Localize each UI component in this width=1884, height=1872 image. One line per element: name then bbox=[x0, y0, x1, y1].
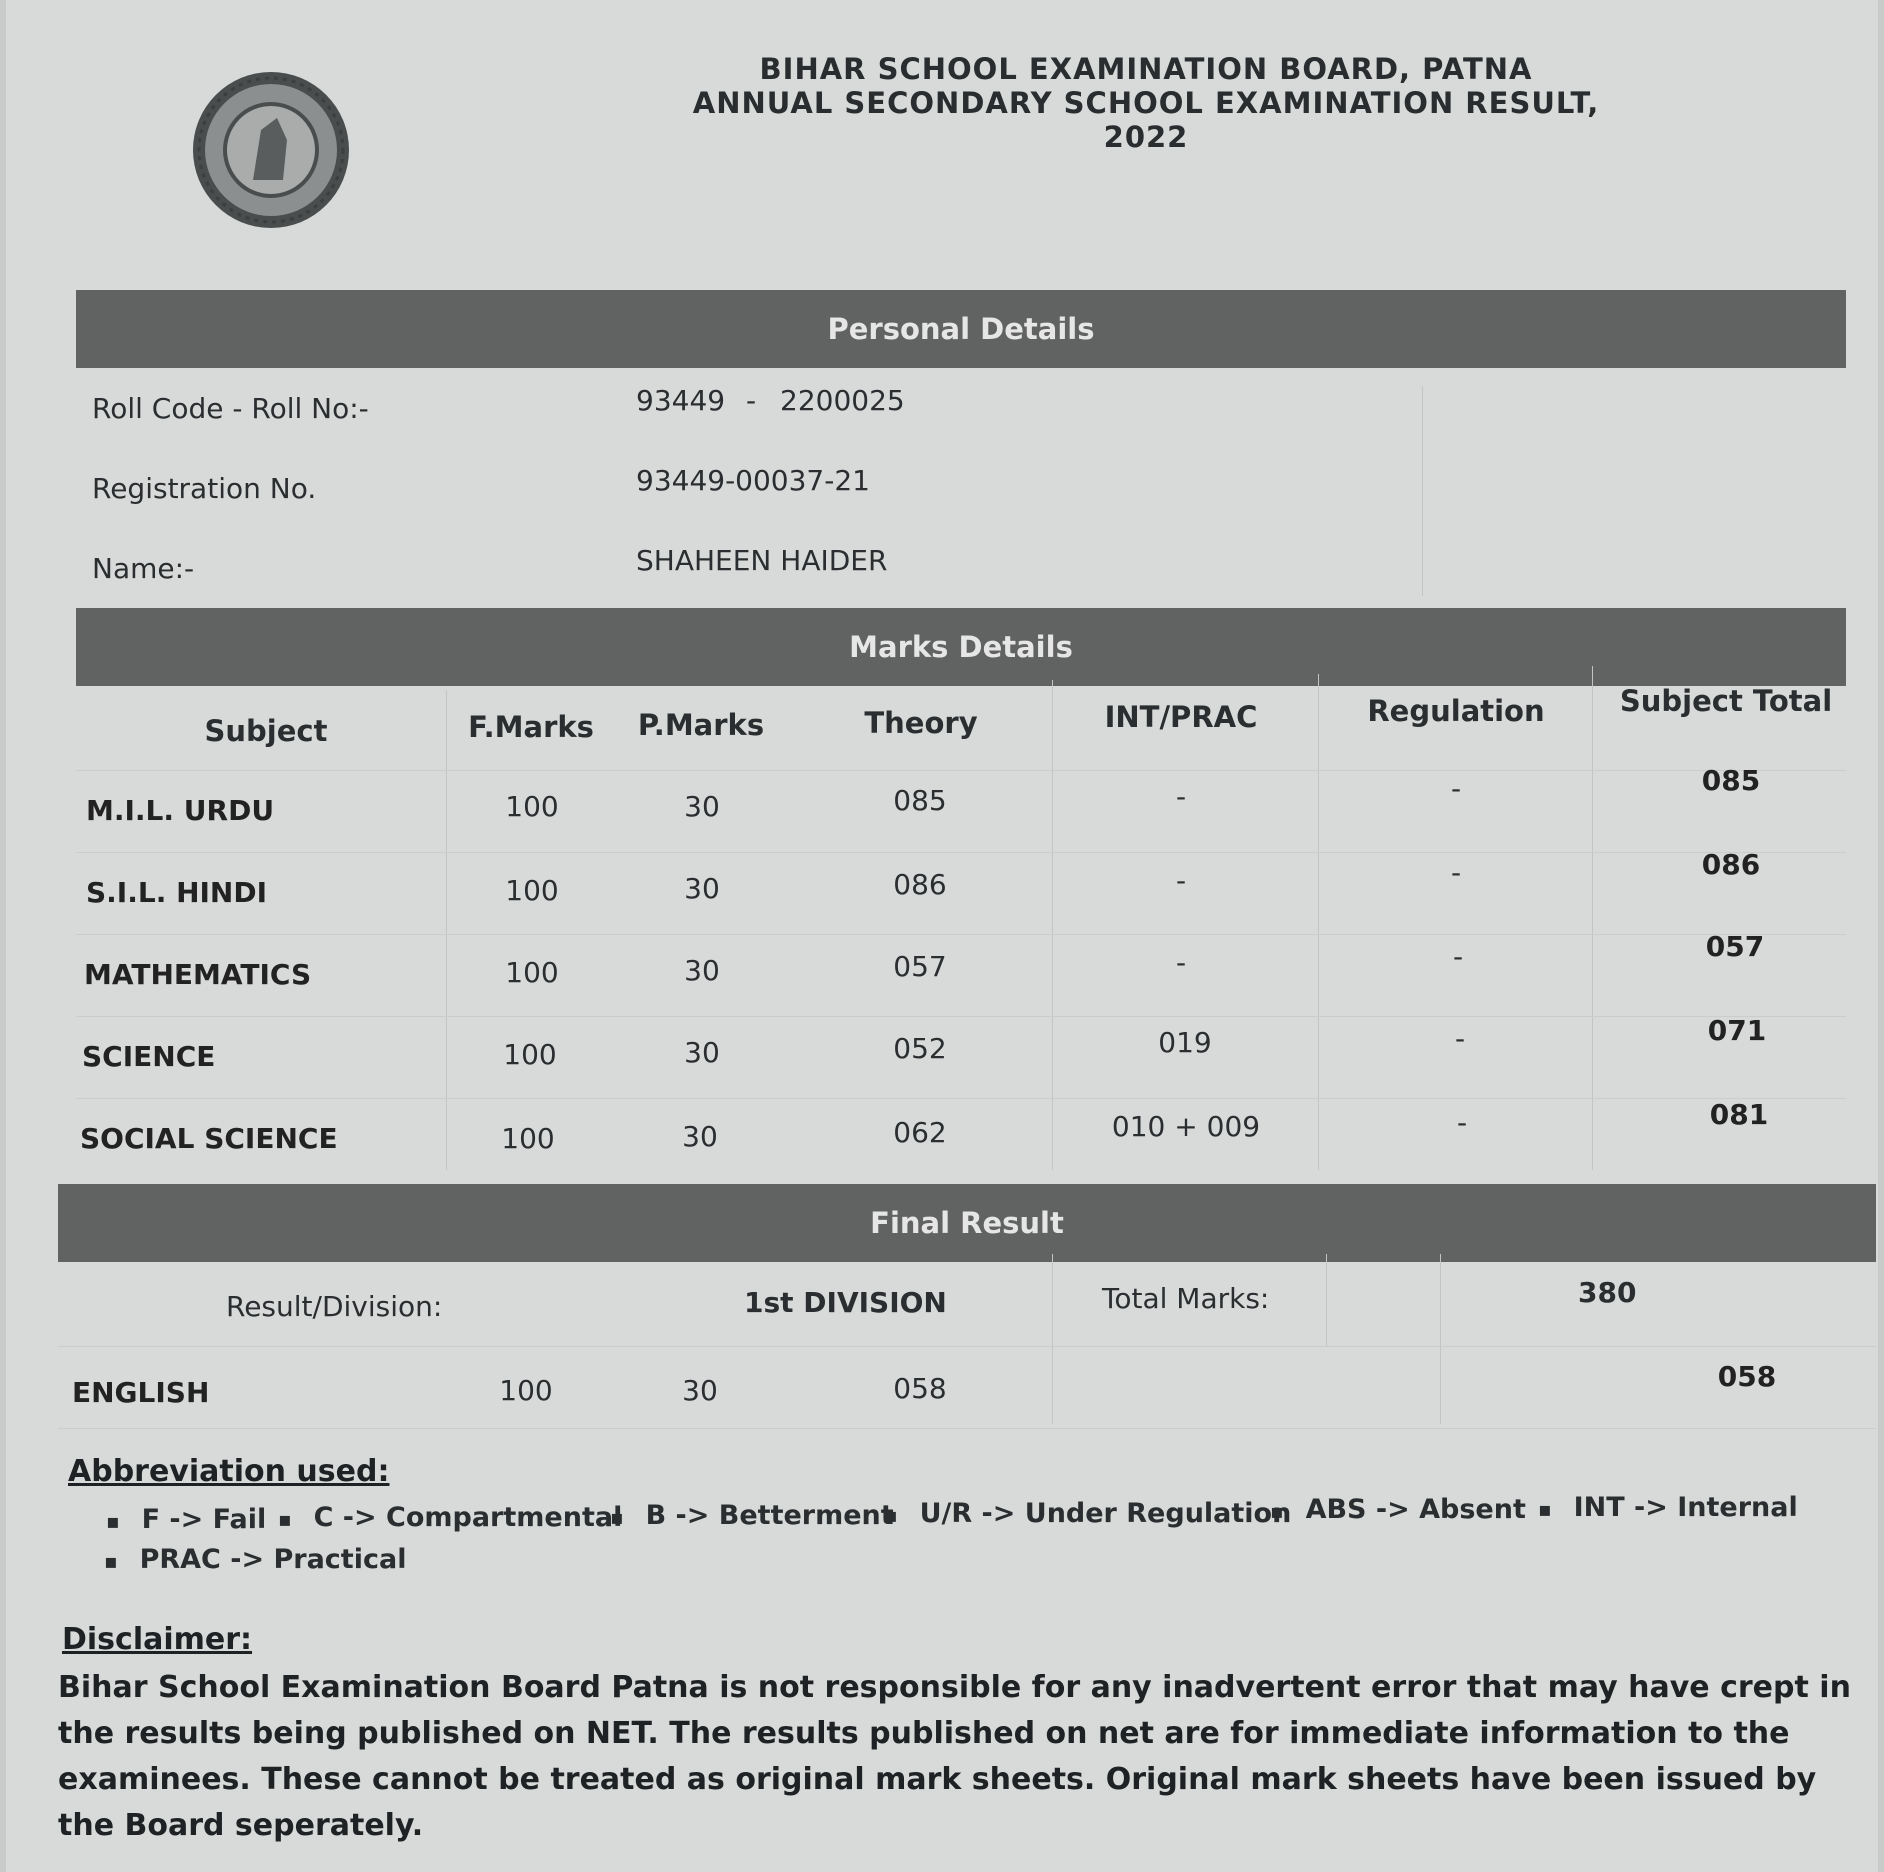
registration-value: 93449-00037-21 bbox=[636, 464, 870, 497]
subject-total: 057 bbox=[1705, 930, 1765, 963]
row-divider bbox=[76, 770, 1846, 771]
result-division-label: Result/Division: bbox=[226, 1290, 443, 1323]
total-marks-value: 380 bbox=[1578, 1276, 1637, 1309]
personal-details-band bbox=[76, 290, 1846, 368]
col-fmarks: F.Marks bbox=[468, 710, 594, 744]
regulation-value: - bbox=[1450, 772, 1462, 805]
int-prac-marks: - bbox=[1175, 780, 1187, 813]
theory-marks: 086 bbox=[893, 868, 947, 901]
row-divider bbox=[76, 1016, 1846, 1017]
col-subject-total: Subject Total bbox=[1619, 684, 1833, 718]
abbreviation-item: ▪ PRAC -> Practical bbox=[104, 1544, 406, 1575]
abbreviation-item: ▪ ABS -> Absent bbox=[1270, 1494, 1526, 1525]
abbreviation-item: ▪ F -> Fail bbox=[106, 1504, 266, 1535]
full-marks: 100 bbox=[505, 956, 559, 989]
abbreviation-item: ▪ B -> Betterment bbox=[610, 1500, 894, 1531]
roll-label: Roll Code - Roll No:- bbox=[92, 392, 369, 425]
board-name: BIHAR SCHOOL EXAMINATION BOARD, PATNA bbox=[759, 52, 1533, 86]
english-full-marks: 100 bbox=[499, 1374, 553, 1407]
full-marks: 100 bbox=[505, 874, 559, 907]
theory-marks: 057 bbox=[893, 950, 947, 983]
regulation-value: - bbox=[1450, 856, 1462, 889]
exam-title: ANNUAL SECONDARY SCHOOL EXAMINATION RESULT, 2022 bbox=[692, 86, 1600, 154]
col-divider bbox=[1052, 1254, 1053, 1424]
disclaimer-text: Bihar School Examination Board Patna is not responsible for any inadvertent error that may have crept in the results being published on NET. The results published on net are for immediate information to the examinees. These cannot be treated as original mark sheets. Original mark sheets have been issued by the Board seperately. bbox=[58, 1670, 1851, 1843]
subject-name: MATHEMATICS bbox=[84, 958, 312, 991]
abbreviation-item: ▪ U/R -> Under Regulation bbox=[884, 1498, 1291, 1529]
subject-total: 071 bbox=[1707, 1014, 1767, 1047]
row-divider bbox=[76, 934, 1846, 935]
subject-name: S.I.L. HINDI bbox=[86, 876, 268, 909]
subject-name: SOCIAL SCIENCE bbox=[80, 1122, 338, 1155]
int-prac-marks: 019 bbox=[1158, 1026, 1212, 1059]
regulation-value: - bbox=[1456, 1106, 1468, 1139]
col-divider bbox=[1326, 1254, 1327, 1346]
regulation-value: - bbox=[1452, 940, 1464, 973]
regulation-value: - bbox=[1454, 1022, 1466, 1055]
subject-name: SCIENCE bbox=[82, 1040, 216, 1073]
full-marks: 100 bbox=[505, 790, 559, 823]
subject-total: 085 bbox=[1701, 764, 1761, 797]
pass-marks: 30 bbox=[682, 1120, 718, 1153]
theory-marks: 085 bbox=[893, 784, 947, 817]
result-division-value: 1st DIVISION bbox=[744, 1286, 947, 1319]
subject-total: 086 bbox=[1701, 848, 1761, 881]
int-prac-marks: - bbox=[1175, 946, 1187, 979]
name-label: Name:- bbox=[92, 552, 195, 585]
row-divider bbox=[76, 1098, 1846, 1099]
col-divider bbox=[1052, 680, 1053, 1170]
int-prac-marks: 010 + 009 bbox=[1111, 1110, 1261, 1143]
registration-label: Registration No. bbox=[92, 472, 317, 505]
full-marks: 100 bbox=[501, 1122, 555, 1155]
english-subject-total: 058 bbox=[1717, 1360, 1777, 1393]
name-value: SHAHEEN HAIDER bbox=[636, 544, 888, 577]
row-divider bbox=[76, 852, 1846, 853]
col-theory: Theory bbox=[864, 706, 978, 740]
marks-details-band bbox=[76, 608, 1846, 686]
final-result-heading: Final Result bbox=[870, 1206, 1064, 1240]
result-sheet bbox=[6, 0, 1878, 1872]
pass-marks: 30 bbox=[684, 872, 720, 905]
col-int-prac: INT/PRAC bbox=[1104, 700, 1258, 734]
col-subject: Subject bbox=[204, 714, 328, 748]
theory-marks: 062 bbox=[893, 1116, 947, 1149]
col-pmarks: P.Marks bbox=[637, 708, 765, 742]
row-divider bbox=[58, 1346, 1876, 1347]
total-marks-label: Total Marks: bbox=[1102, 1282, 1270, 1315]
english-pass-marks: 30 bbox=[682, 1374, 718, 1407]
col-divider bbox=[1440, 1254, 1441, 1424]
col-divider bbox=[1318, 674, 1319, 1170]
divider bbox=[1422, 386, 1423, 596]
theory-marks: 052 bbox=[893, 1032, 947, 1065]
subject-total: 081 bbox=[1709, 1098, 1769, 1131]
subject-name: M.I.L. URDU bbox=[86, 794, 275, 827]
row-divider bbox=[58, 1428, 1876, 1429]
pass-marks: 30 bbox=[684, 954, 720, 987]
marks-details-heading: Marks Details bbox=[849, 630, 1073, 664]
roll-separator: - bbox=[746, 384, 757, 417]
full-marks: 100 bbox=[503, 1038, 557, 1071]
final-result-band bbox=[58, 1184, 1876, 1262]
roll-number-value: 2200025 bbox=[780, 384, 905, 417]
board-seal-icon bbox=[191, 70, 351, 230]
english-subject: ENGLISH bbox=[72, 1376, 210, 1409]
english-theory-marks: 058 bbox=[893, 1372, 947, 1405]
abbreviation-item: ▪ C -> Compartmental bbox=[278, 1502, 622, 1533]
disclaimer-heading: Disclaimer: bbox=[62, 1622, 253, 1657]
int-prac-marks: - bbox=[1175, 864, 1187, 897]
pass-marks: 30 bbox=[684, 790, 720, 823]
roll-code-value: 93449 bbox=[636, 384, 726, 417]
personal-details-heading: Personal Details bbox=[827, 312, 1095, 346]
abbreviation-item: ▪ INT -> Internal bbox=[1538, 1492, 1798, 1523]
col-regulation: Regulation bbox=[1367, 694, 1545, 728]
pass-marks: 30 bbox=[684, 1036, 720, 1069]
abbreviation-heading: Abbreviation used: bbox=[68, 1454, 390, 1489]
col-divider bbox=[1592, 666, 1593, 1170]
